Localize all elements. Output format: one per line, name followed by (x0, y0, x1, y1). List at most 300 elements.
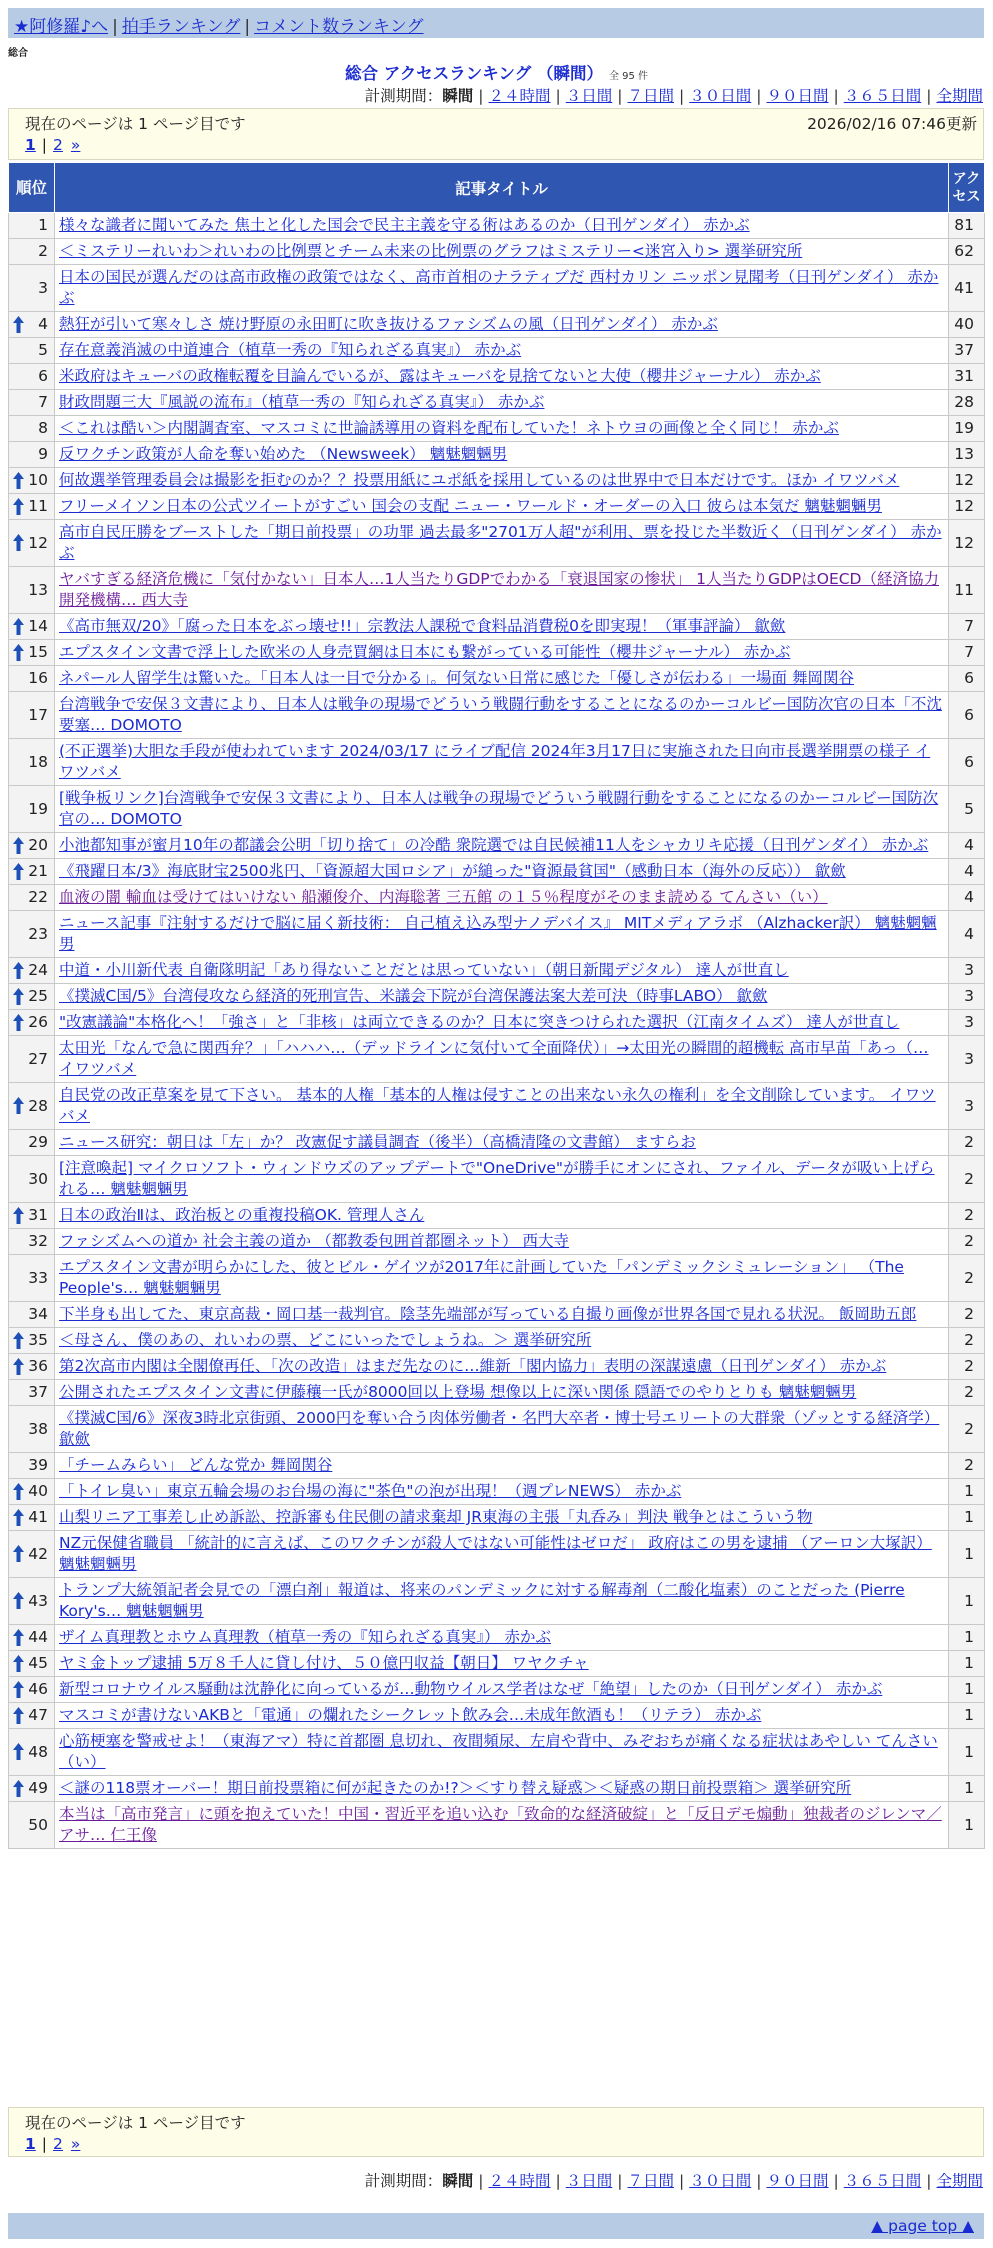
access-count: 7 (949, 640, 985, 666)
access-count: 2 (949, 1302, 985, 1328)
rank-cell (9, 520, 55, 567)
title-cell (55, 1453, 949, 1479)
header-rank: 順位 (9, 163, 55, 213)
rank-number: 6 (38, 367, 48, 385)
period-24h-bottom[interactable]: ２４時間 (488, 2172, 551, 2190)
article-link[interactable]: 何故選挙管理委員会は撮影を拒むのか？？投票用紙にユポ紙を採用しているのは世界中で日本だけです。ほか イワツバメ (59, 471, 900, 489)
title-cell (55, 1036, 949, 1083)
table-row (9, 239, 985, 265)
table-row (9, 1505, 985, 1531)
article-link[interactable]: 様々な識者に聞いてみた 焦土と化した国会で民主主義を守る術はあるのか（日刊ゲンダイ） 赤かぶ (59, 216, 750, 234)
article-link[interactable]: フリーメイソン日本の公式ツイートがすごい 国会の支配 ニュー・ワールド・オーダーの入口 彼らは本気だ 魑魅魍魎男 (59, 497, 882, 515)
rank-number: 29 (28, 1133, 48, 1151)
article-link[interactable]: 心筋梗塞を警戒せよ！（東海アマ）特に首都圏 息切れ、夜間頻尿、左肩や背中、みぞおちが痛くなる症状はあやしい てんさい（い） (59, 1732, 938, 1771)
rank-cell (9, 859, 55, 885)
article-link[interactable]: 《撲滅C国/6》深夜3時北京街頭、2000円を奪い合う肉体労働者・名門大卒者・博士号エリートの大群衆（ゾッとする経済学） 歙歛 (59, 1409, 940, 1448)
rank-cell (9, 390, 55, 416)
period-365d[interactable]: ３６５日間 (843, 87, 922, 105)
article-link[interactable]: エプスタイン文書が明らかにした、彼とビル・ゲイツが2017年に計画していた「パンデミックシミュレーション」 （The People's… 魑魅魍魎男 (59, 1258, 904, 1297)
access-count: 1 (949, 1802, 985, 1849)
rank-number: 4 (38, 315, 48, 333)
rank-number: 11 (28, 497, 48, 515)
rank-cell (9, 739, 55, 786)
access-count: 37 (949, 338, 985, 364)
table-header-row (9, 163, 985, 213)
article-link[interactable]: ヤバすぎる経済危機に「気付かない」日本人…1人当たりGDPでわかる「衰退国家の惨状」 1人当たりGDPはOECD（経済協力開発機構… 西大寺 (59, 570, 939, 609)
rank-number: 44 (28, 1628, 48, 1646)
table-row (9, 312, 985, 338)
page-title-text: 総合 アクセスランキング （瞬間） (344, 64, 603, 83)
table-row (9, 468, 985, 494)
access-count: 1 (949, 1677, 985, 1703)
rank-cell (9, 833, 55, 859)
title-cell (55, 666, 949, 692)
article-link[interactable]: 「チームみらい」 どんな党か 舞岡関谷 (59, 1456, 333, 1474)
access-count: 2 (949, 1156, 985, 1203)
rank-cell (9, 1328, 55, 1354)
access-count: 12 (949, 520, 985, 567)
access-count: 28 (949, 390, 985, 416)
rank-cell (9, 1010, 55, 1036)
rank-cell (9, 1130, 55, 1156)
table-row (9, 213, 985, 239)
period-90d-bottom[interactable]: ９０日間 (766, 2172, 829, 2190)
access-count: 12 (949, 494, 985, 520)
access-count: 2 (949, 1229, 985, 1255)
rank-cell (9, 1776, 55, 1802)
article-link[interactable]: ＜これは酷い＞内閣調査室、マスコミに世論誘導用の資料を配布していた！ネトウヨの画像と全く同じ！ 赤かぶ (59, 419, 839, 437)
table-row (9, 614, 985, 640)
access-count: 4 (949, 833, 985, 859)
rank-cell (9, 1255, 55, 1302)
title-cell (55, 213, 949, 239)
table-row (9, 1083, 985, 1130)
title-cell (55, 859, 949, 885)
pager-bottom: 現在のページは 1 ページ目です 1 | 2 » (8, 2107, 984, 2157)
rank-number: 33 (28, 1268, 48, 1287)
article-link[interactable]: ニュース研究：朝日は「左」か？ 改憲促す議員調査（後半）（高橋清隆の文書館） ますらお (59, 1133, 696, 1151)
access-count: 5 (949, 786, 985, 833)
article-link[interactable]: 《飛躍日本/3》海底財宝2500兆円、「資源超大国ロシア」が縋った"資源最貧国"（感動日本（海外の反応）） 歙歛 (59, 862, 846, 880)
total-count: 全 95 件 (608, 71, 649, 82)
article-link[interactable]: 公開されたエプスタイン文書に伊藤穰一氏が8000回以上登場 想像以上に深い関係 隠語でのやりとりも 魑魅魍魎男 (59, 1383, 857, 1401)
rank-number: 35 (28, 1331, 48, 1349)
rank-number: 28 (28, 1096, 48, 1115)
table-row (9, 416, 985, 442)
title-cell (55, 468, 949, 494)
access-count: 1 (949, 1776, 985, 1802)
table-row (9, 859, 985, 885)
article-link[interactable]: "改憲議論"本格化へ！「強さ」と「非核」は両立できるのか？日本に突きつけられた選択（江南タイムズ） 達人が世直し (59, 1013, 900, 1031)
nav-separator: | (244, 17, 251, 37)
period-7d[interactable]: ７日間 (627, 87, 674, 105)
article-link[interactable]: 台湾戦争で安保３文書により、日本人は戦争の現場でどういう戦闘行動をすることになるのかーコルビー国防次官の日本「不沈要塞… DOMOTO (59, 695, 942, 734)
rank-cell (9, 1703, 55, 1729)
period-selector-bottom: 計測期間：瞬間 | ２４時間 | ３日間 | ７日間 | ３０日間 | ９０日間 | ３６５日間 | 全期間 (364, 2172, 983, 2190)
table-row (9, 520, 985, 567)
title-cell (55, 1156, 949, 1203)
access-count: 40 (949, 312, 985, 338)
article-link[interactable]: ファシズムへの道か 社会主義の道か （都教委包囲首都圏ネット） 西大寺 (59, 1232, 570, 1250)
period-all[interactable]: 全期間 (936, 87, 983, 105)
access-count: 1 (949, 1729, 985, 1776)
rank-cell (9, 1479, 55, 1505)
up-arrow-icon (13, 534, 24, 551)
nav-link-comment-ranking[interactable]: コメント数ランキング (254, 17, 424, 37)
rank-cell (9, 1651, 55, 1677)
title-cell (55, 1776, 949, 1802)
page-top-link[interactable]: ▲ page top ▲ (871, 2217, 974, 2235)
page-title (0, 60, 993, 84)
table-row (9, 885, 985, 911)
article-link[interactable]: ヤミ金トップ逮捕 5万８千人に貸し付け、５０億円収益【朝日】 ワヤクチャ (59, 1654, 589, 1672)
article-link[interactable]: 自民党の改正草案を見て下さい。 基本的人権「基本的人権は侵すことの出来ない永久の権利」を全文削除しています。 イワツバメ (59, 1086, 936, 1125)
title-cell (55, 1625, 949, 1651)
page-link-2-bottom[interactable]: 2 (53, 2135, 63, 2153)
access-count: 2 (949, 1130, 985, 1156)
table-row (9, 1729, 985, 1776)
title-cell (55, 1677, 949, 1703)
rank-cell (9, 468, 55, 494)
rank-number: 5 (38, 341, 48, 359)
up-arrow-icon (13, 988, 24, 1005)
period-label-bottom: 計測期間： (364, 2172, 443, 2190)
period-current: 瞬間 (442, 87, 474, 105)
rank-cell (9, 666, 55, 692)
article-link[interactable]: 山梨リニア工事差し止め訴訟、控訴審も住民側の請求棄却 JR東海の主張「丸呑み」判決 戦争とはこういう物 (59, 1508, 813, 1526)
title-cell (55, 1203, 949, 1229)
up-arrow-icon (13, 837, 24, 854)
up-arrow-icon (13, 1358, 24, 1375)
article-link[interactable]: 「トイレ臭い」東京五輪会場のお台場の海に"茶色"の泡が出現！（週プレNEWS） 赤かぶ (59, 1482, 682, 1500)
up-arrow-icon (13, 1545, 24, 1562)
article-link[interactable]: ネパール人留学生は驚いた。「日本人は一目で分かる」。何気ない日常に感じた「優しさが伝わる」一場面 舞岡関谷 (59, 669, 854, 687)
up-arrow-icon (13, 1780, 24, 1797)
access-count: 3 (949, 1083, 985, 1130)
article-link[interactable]: 《高市無双/20》「腐った日本をぶっ壊せ!!」宗教法人課税で食料品消費税0を即実現！（軍事評論） 歙歛 (59, 617, 786, 635)
article-link[interactable]: 熱狂が引いて寒々しさ 焼け野原の永田町に吹き抜けるファシズムの風（日刊ゲンダイ） 赤かぶ (59, 315, 718, 333)
period-30d[interactable]: ３０日間 (689, 87, 752, 105)
access-count: 81 (949, 213, 985, 239)
article-link[interactable]: ニュース記事『注射するだけで脳に届く新技術： 自己植え込み型ナノデバイス』 MITメディアラボ （Alzhacker訳） 魑魅魍魎男 (59, 914, 937, 953)
table-row (9, 1354, 985, 1380)
table-row (9, 1036, 985, 1083)
article-link[interactable]: 《撲滅C国/5》台湾侵攻なら経済的死刑宣告、米議会下院が台湾保護法案大差可決（時事LABO） 歙歛 (59, 987, 768, 1005)
title-cell (55, 640, 949, 666)
up-arrow-icon (13, 1207, 24, 1224)
table-row (9, 1677, 985, 1703)
breadcrumb: 総合 (8, 48, 28, 59)
article-link[interactable]: 下半身も出してた、東京高裁・岡口基一裁判官。陰茎先端部が写っている自撮り画像が世界各国で見れる状況。 飯岡助五郎 (59, 1305, 917, 1323)
rank-cell (9, 239, 55, 265)
rank-number: 14 (28, 617, 48, 635)
title-cell (55, 416, 949, 442)
rank-number: 32 (28, 1232, 48, 1250)
article-link[interactable]: トランプ大統領記者会見での「漂白剤」報道は、将来のパンデミックに対する解毒剤（二酸化塩素）のことだった (Pierre Kory's… 魑魅魍魎男 (59, 1581, 905, 1620)
article-link[interactable]: 第2次高市内閣は全閣僚再任、「次の改造」はまだ先なのに…維新「閣内協力」表明の深謀遠慮（日刊ゲンダイ） 赤かぶ (59, 1357, 887, 1375)
access-count: 1 (949, 1479, 985, 1505)
table-row (9, 494, 985, 520)
table-row (9, 265, 985, 312)
period-3d[interactable]: ３日間 (565, 87, 613, 105)
period-label: 計測期間： (364, 87, 443, 105)
table-row (9, 1651, 985, 1677)
table-row (9, 1479, 985, 1505)
title-cell (55, 1255, 949, 1302)
period-24h[interactable]: ２４時間 (488, 87, 551, 105)
table-row (9, 1380, 985, 1406)
rank-cell (9, 1354, 55, 1380)
period-30d-bottom[interactable]: ３０日間 (689, 2172, 752, 2190)
article-link[interactable]: 高市自民圧勝をブーストした「期日前投票」の功罪 過去最多"2701万人超"が利用、票を投じた半数近く（日刊ゲンダイ） 赤かぶ (59, 523, 942, 562)
rank-cell (9, 1156, 55, 1203)
title-cell (55, 1354, 949, 1380)
up-arrow-icon (13, 1014, 24, 1031)
article-link[interactable]: [注意喚起] マイクロソフト・ウィンドウズのアップデートで"OneDrive"が勝手にオンにされ、ファイル、データが吸い上げられる… 魑魅魍魎男 (59, 1159, 935, 1198)
table-row (9, 442, 985, 468)
rank-number: 36 (28, 1357, 48, 1375)
article-link[interactable]: ＜母さん、僕のあの、れいわの票、どこにいったでしょうね。＞ 選挙研究所 (59, 1331, 592, 1349)
rank-cell (9, 442, 55, 468)
table-row (9, 640, 985, 666)
rank-cell (9, 885, 55, 911)
access-count: 19 (949, 416, 985, 442)
up-arrow-icon (13, 618, 24, 635)
access-count: 41 (949, 265, 985, 312)
title-cell (55, 1531, 949, 1578)
rank-number: 27 (28, 1049, 48, 1068)
rank-number: 20 (28, 836, 48, 854)
rank-cell (9, 692, 55, 739)
up-arrow-icon (13, 1743, 24, 1760)
article-link[interactable]: 米政府はキューバの政権転覆を目論んでいるが、露はキューバを見捨てないと大使（櫻井ジャーナル） 赤かぶ (59, 367, 821, 385)
article-link[interactable]: エプスタイン文書で浮上した欧米の人身売買網は日本にも繋がっている可能性（櫻井ジャーナル） 赤かぶ (59, 643, 791, 661)
article-link[interactable]: 中道・小川新代表 自衛隊明記「あり得ないことだとは思っていない」（朝日新聞デジタル） 達人が世直し (59, 961, 789, 979)
up-arrow-icon (13, 1509, 24, 1526)
article-link[interactable]: 財政問題三大『風説の流布』（植草一秀の『知られざる真実』） 赤かぶ (59, 393, 545, 411)
title-cell (55, 1479, 949, 1505)
access-count: 31 (949, 364, 985, 390)
up-arrow-icon (13, 962, 24, 979)
title-cell (55, 265, 949, 312)
rank-number: 19 (28, 799, 48, 818)
access-count: 3 (949, 1036, 985, 1083)
rank-number: 39 (28, 1456, 48, 1474)
title-cell (55, 911, 949, 958)
rank-number: 37 (28, 1383, 48, 1401)
access-count: 4 (949, 859, 985, 885)
rank-cell (9, 1406, 55, 1453)
rank-number: 9 (38, 445, 48, 463)
next-page-link[interactable]: » (70, 136, 81, 154)
period-365d-bottom[interactable]: ３６５日間 (843, 2172, 922, 2190)
table-row (9, 1130, 985, 1156)
rank-cell (9, 984, 55, 1010)
rank-cell (9, 567, 55, 614)
access-count: 1 (949, 1531, 985, 1578)
ranking-body (9, 213, 985, 1849)
table-row (9, 1203, 985, 1229)
table-row (9, 1453, 985, 1479)
nav-separator: | (112, 17, 118, 37)
article-link[interactable]: 反ワクチン政策が人命を奪い始めた （Newsweek） 魑魅魍魎男 (59, 445, 508, 463)
table-row (9, 692, 985, 739)
rank-number: 47 (28, 1706, 48, 1724)
bottom-bar (8, 2213, 984, 2239)
rank-number: 30 (28, 1169, 48, 1188)
table-row (9, 1578, 985, 1625)
table-row (9, 958, 985, 984)
table-row (9, 1776, 985, 1802)
rank-number: 15 (28, 643, 48, 661)
rank-cell (9, 958, 55, 984)
rank-cell (9, 1729, 55, 1776)
table-row (9, 786, 985, 833)
article-link[interactable]: 太田光「なんで急に関西弁？」「ハハハ…（デッドラインに気付いて全面降伏）」→太田光の瞬間的超機転 高市早苗「あっ（… イワツバメ (59, 1039, 929, 1078)
article-link[interactable]: ＜ミステリーれいわ＞れいわの比例票とチーム未来の比例票のグラフはミステリー<迷宮入り> 選挙研究所 (59, 242, 803, 260)
table-row (9, 833, 985, 859)
rank-number: 38 (28, 1419, 48, 1438)
rank-cell (9, 265, 55, 312)
title-cell (55, 833, 949, 859)
article-link[interactable]: マスコミが書けないAKBと「電通」の爛れたシークレット飲み会…未成年飲酒も！（リテラ） 赤かぶ (59, 1706, 762, 1724)
access-count: 1 (949, 1625, 985, 1651)
access-count: 4 (949, 911, 985, 958)
page-link-1[interactable]: 1 (25, 136, 36, 154)
article-link[interactable]: 小池都知事が蜜月10年の都議会公明「切り捨て」の冷酷 衆院選では自民候補11人をシャカリキ応援（日刊ゲンダイ） 赤かぶ (59, 836, 929, 854)
table-row (9, 739, 985, 786)
access-count: 1 (949, 1578, 985, 1625)
title-cell (55, 739, 949, 786)
rank-number: 45 (28, 1654, 48, 1672)
rank-number: 23 (28, 924, 48, 943)
table-row (9, 1302, 985, 1328)
access-count: 2 (949, 1255, 985, 1302)
table-row (9, 390, 985, 416)
article-link[interactable]: 新型コロナウイルス騒動は沈静化に向っているが…動物ウイルス学者はなぜ「絶望」したのか（日刊ゲンダイ） 赤かぶ (59, 1680, 883, 1698)
rank-number: 10 (28, 471, 48, 489)
rank-number: 17 (28, 705, 48, 724)
article-link[interactable]: 日本の国民が選んだのは高市政権の政策ではなく、高市首相のナラティブだ 西村カリン ニッポン見聞考（日刊ゲンダイ） 赤かぶ (59, 268, 939, 307)
title-cell (55, 1010, 949, 1036)
title-cell (55, 1406, 949, 1453)
rank-number: 41 (28, 1508, 48, 1526)
title-cell (55, 1328, 949, 1354)
title-cell (55, 786, 949, 833)
title-cell (55, 885, 949, 911)
title-cell (55, 614, 949, 640)
table-row (9, 1156, 985, 1203)
rank-number: 21 (28, 862, 48, 880)
header-access: アクセス (949, 163, 985, 213)
rank-cell (9, 1802, 55, 1849)
current-page-text-bottom: 現在のページは 1 ページ目です (25, 2114, 246, 2132)
rank-cell (9, 1229, 55, 1255)
article-link[interactable]: ＜謎の118票オーバー！期日前投票箱に何が起きたのか!?＞＜すり替え疑惑＞＜疑惑の期日前投票箱＞ 選挙研究所 (59, 1779, 852, 1797)
home-link[interactable]: ★阿修羅♪へ (14, 17, 109, 37)
rank-number: 34 (28, 1305, 48, 1323)
article-link[interactable]: ザイム真理教とホウム真理教（植草一秀の『知られざる真実』） 赤かぶ (59, 1628, 551, 1646)
rank-number: 3 (38, 278, 48, 297)
rank-number: 22 (28, 888, 48, 906)
access-count: 1 (949, 1703, 985, 1729)
article-link[interactable]: 本当は「高市発言」に頭を抱えていた！中国・習近平を追い込む「致命的な経済破綻」と「反日デモ煽動」独裁者のジレンマ／アサ… 仁王像 (59, 1805, 942, 1844)
title-cell (55, 984, 949, 1010)
up-arrow-icon (13, 472, 24, 489)
access-count: 6 (949, 692, 985, 739)
up-arrow-icon (13, 1097, 24, 1114)
table-row (9, 1531, 985, 1578)
period-7d-bottom[interactable]: ７日間 (627, 2172, 674, 2190)
access-count: 1 (949, 1505, 985, 1531)
table-row (9, 1802, 985, 1849)
title-cell (55, 567, 949, 614)
period-3d-bottom[interactable]: ３日間 (565, 2172, 613, 2190)
up-arrow-icon (13, 1707, 24, 1724)
article-link[interactable]: (不正選挙)大胆な手段が使われています 2024/03/17 にライブ配信 2024年3月17日に実施された日向市長選挙開票の様子 イワツバメ (59, 742, 931, 781)
access-count: 2 (949, 1380, 985, 1406)
table-row (9, 338, 985, 364)
title-cell (55, 1802, 949, 1849)
title-cell (55, 1083, 949, 1130)
rank-cell (9, 786, 55, 833)
table-row (9, 1328, 985, 1354)
rank-number: 2 (38, 242, 48, 260)
rank-cell (9, 1083, 55, 1130)
rank-cell (9, 1453, 55, 1479)
ranking-table (8, 162, 985, 1849)
access-count: 7 (949, 614, 985, 640)
article-link[interactable]: [戦争板リンク]台湾戦争で安保３文書により、日本人は戦争の現場でどういう戦闘行動をすることになるのかーコルビー国防次官の… DOMOTO (59, 789, 939, 828)
table-row (9, 1255, 985, 1302)
access-count: 3 (949, 958, 985, 984)
access-count: 13 (949, 442, 985, 468)
access-count: 6 (949, 666, 985, 692)
up-arrow-icon (13, 1629, 24, 1646)
rank-number: 13 (28, 580, 48, 599)
access-count: 1 (949, 1651, 985, 1677)
article-link[interactable]: NZ元保健省職員 「統計的に言えば、このワクチンが殺人ではない可能性はゼロだ」 政府はこの男を逮捕 （アーロン大塚訳） 魑魅魍魎男 (59, 1534, 932, 1573)
table-row (9, 911, 985, 958)
rank-number: 43 (28, 1591, 48, 1610)
nav-link-clap-ranking[interactable]: 拍手ランキング (121, 17, 241, 37)
access-count: 3 (949, 1010, 985, 1036)
rank-cell (9, 1505, 55, 1531)
page-link-2[interactable]: 2 (53, 136, 63, 154)
access-count: 2 (949, 1406, 985, 1453)
period-90d[interactable]: ９０日間 (766, 87, 829, 105)
rank-number: 40 (28, 1482, 48, 1500)
rank-number: 46 (28, 1680, 48, 1698)
rank-cell (9, 1036, 55, 1083)
table-row (9, 1625, 985, 1651)
table-row (9, 984, 985, 1010)
access-count: 2 (949, 1328, 985, 1354)
rank-number: 42 (28, 1544, 48, 1563)
next-page-link-bottom[interactable]: » (70, 2135, 81, 2153)
article-link[interactable]: 血液の闇 輸血は受けてはいけない 船瀬俊介、内海聡著 三五館 の１５％程度がそのまま読める てんさい（い） (59, 888, 828, 906)
article-link[interactable]: 存在意義消滅の中道連合（植草一秀の『知られざる真実』） 赤かぶ (59, 341, 522, 359)
article-link[interactable]: 日本の政治Ⅱは、政治板との重複投稿OK. 管理人さん (59, 1206, 425, 1224)
table-row (9, 1010, 985, 1036)
rank-cell (9, 1578, 55, 1625)
rank-cell (9, 911, 55, 958)
title-cell (55, 1130, 949, 1156)
period-all-bottom[interactable]: 全期間 (936, 2172, 983, 2190)
up-arrow-icon (13, 1332, 24, 1349)
page-link-1-bottom[interactable]: 1 (25, 2135, 36, 2153)
table-row (9, 666, 985, 692)
